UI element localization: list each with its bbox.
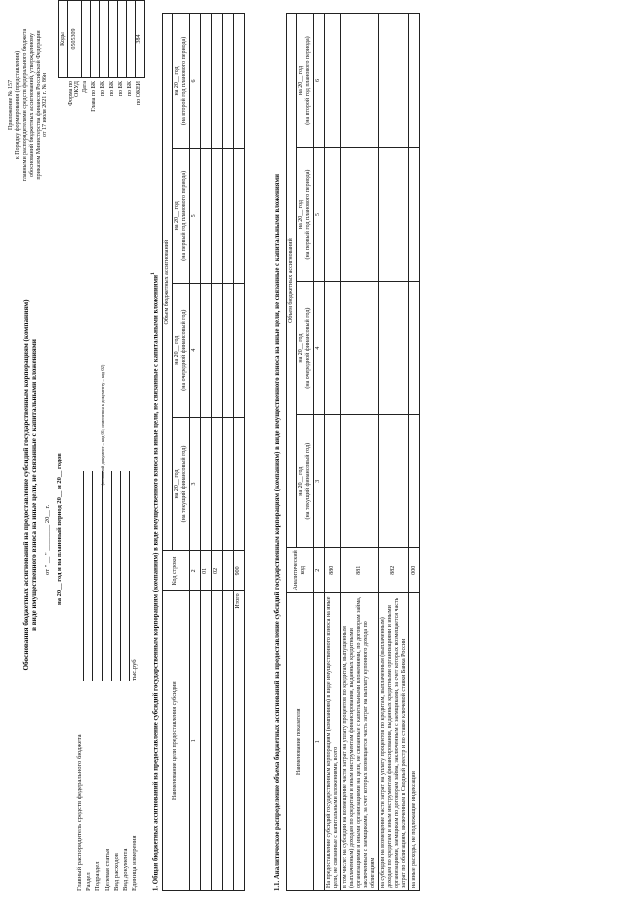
col-indicator: Наименование показателя: [287, 593, 314, 891]
column-numbers: 1 2 3 4 5 6: [189, 14, 200, 891]
table-row: на субсидии на возмещение части затрат на уплату процентов по кредитам, выплаченным (выплаченным) доходам по кредитам и иным инструментам финансирования, выданных кредитными организациями и иными организациями, заемщикам по договорам займа, заключенным с заемщиками, за счет которых возмещается часть затрат по облигациям, включенным в Сводный реестр и по ставке ключевой ставки Банка России 882: [378, 14, 409, 891]
col-allocations: Объем бюджетных ассигнований: [163, 14, 173, 551]
codes-table: Коды Форма по ОКУД 0505309 Дата Глава по БК по БК по БК по БК по БК по ОКЕИ 384: [58, 0, 145, 115]
recipient-fields: Главный распорядитель средств федерального бюджета Раздел Подраздел Целевая статья Вид расходов Вид документа Единица измерения тыс.руб: [76, 471, 140, 891]
section1-title: 1. Общая бюджетных ассигнований на предоставление субсидий государственным корпорациям (компаниям) в виде имущественного взноса на иные цели, не связанные с капитальными вложениями$^1$: [150, 272, 160, 891]
table-row: 01: [200, 14, 211, 891]
years-line: на 20__ год и на плановый период 20__ и 20__ годов: [56, 453, 63, 605]
table-row: в том числе: на субсидии на возмещение части затрат на уплату процентов по кредитам, выпущенным (выплаченным) доходам по кредитам и иным инструментам финансирования, выданных кредитными организациями и иными организациями на цели, не связанные с капитальными вложениями, по договорам займа, заключенным с заемщиками, за счет которых возмещается часть затрат на выплату купонного дохода по облигациям 881: [341, 14, 378, 891]
col-allocations: Объем бюджетных ассигнований: [287, 14, 297, 548]
column-numbers: 1 2 3 4 5 6: [313, 14, 324, 891]
section11-title: 1.1. Аналитическое распределение объема бюджетных ассигнований на предоставление субсидий государственным корпорациям (компаниям) в виде имущественного взноса на иные цели, не связанные с капитальными вложениями: [274, 173, 281, 891]
col-analytic-code: Аналитический код: [287, 548, 314, 593]
col-row-code: Код строки: [163, 551, 190, 591]
document-title: Обоснования бюджетных ассигнований на предоставление субсидий государственным корпорациям (компаниям) в виде имущественного взноса на иные цели, не связанные с капитальными вложениями: [22, 299, 39, 671]
okud-code: 0505309: [68, 1, 82, 78]
doc-code-hint: (основной документ – код 01; изменения к документу – код 02): [100, 364, 105, 486]
table-row: [222, 14, 233, 891]
unit-value: тыс.руб: [131, 659, 139, 681]
section11-table: Наименование показателя Аналитический код Объем бюджетных ассигнований на 20__ год (на текущий финансовый год) на 20__ год (на очередной финансовый год) на 20__ год (на первый год планового периода) на 20__ год (на второй год планового периода) 1 2 3 4 5 6 На предоставление субсидий государственным корпорациям (компаниям) в виде имущественного взноса на иные цели, не связанные с капитальными вложениями, всего 880 в том числе: на субсидии на возмещение части затрат на уплату процентов по кредитам, выпущенным (выплаченным) доходам по кредитам и иным инструментам финансирования, выданных кредитными организациями и иными организациями на цели, не связанные с капитальными вложениями, по договорам займа, заключенным с заемщиками, за счет которых возмещается часть затрат на выплату купонного дохода по облигациям 881 на субсидии на возмещение части затрат на уплату процентов по кредитам, выплаченным (выплаченным) доходам по кредитам и иным инструментам финансирования, выданных кредитными организациями и иными организациями, заемщикам по договорам займа, заключенным с заемщиками, за счет которых возмещается часть затрат по облигациям, включенным в Сводный реестр и по ставке ключевой ставки Банка России 882 на иные расходы, не подлежащие индексации 000: [286, 13, 420, 891]
table-row: на иные расходы, не подлежащие индексации 000: [409, 14, 420, 891]
annex-note: Приложение № 157 к Порядку формирования (представления) главными распорядителями средств федерального бюджета обоснований бюджетных ассигнований, утвержденному приказом Министерства финансов Российской Федерации от 17 июля 2021 г. № 86н: [8, 28, 49, 182]
codes-header: Коды: [59, 1, 68, 78]
table-row: На предоставление субсидий государственным корпорациям (компаниям) в виде имущественного взноса на иные цели, не связанные с капитальными вложениями, всего 880: [324, 14, 341, 891]
table-row: 02: [211, 14, 222, 891]
date-line: от " __ " ________ 20__ г.: [44, 504, 51, 575]
section1-table: Наименование цели предоставления субсидии Код строки Объем бюджетных ассигнований на 20__ год (на текущий финансовый год) на 20__ год (на очередной финансовый год) на 20__ год (на первый год планового периода) на 20__ год (на второй год планового периода) 1 2 3 4 5 6 01 02 Итого 900: [162, 13, 245, 891]
total-row: Итого 900: [233, 14, 244, 891]
col-purpose: Наименование цели предоставления субсидии: [163, 591, 190, 891]
okei-code: 384: [135, 1, 144, 78]
